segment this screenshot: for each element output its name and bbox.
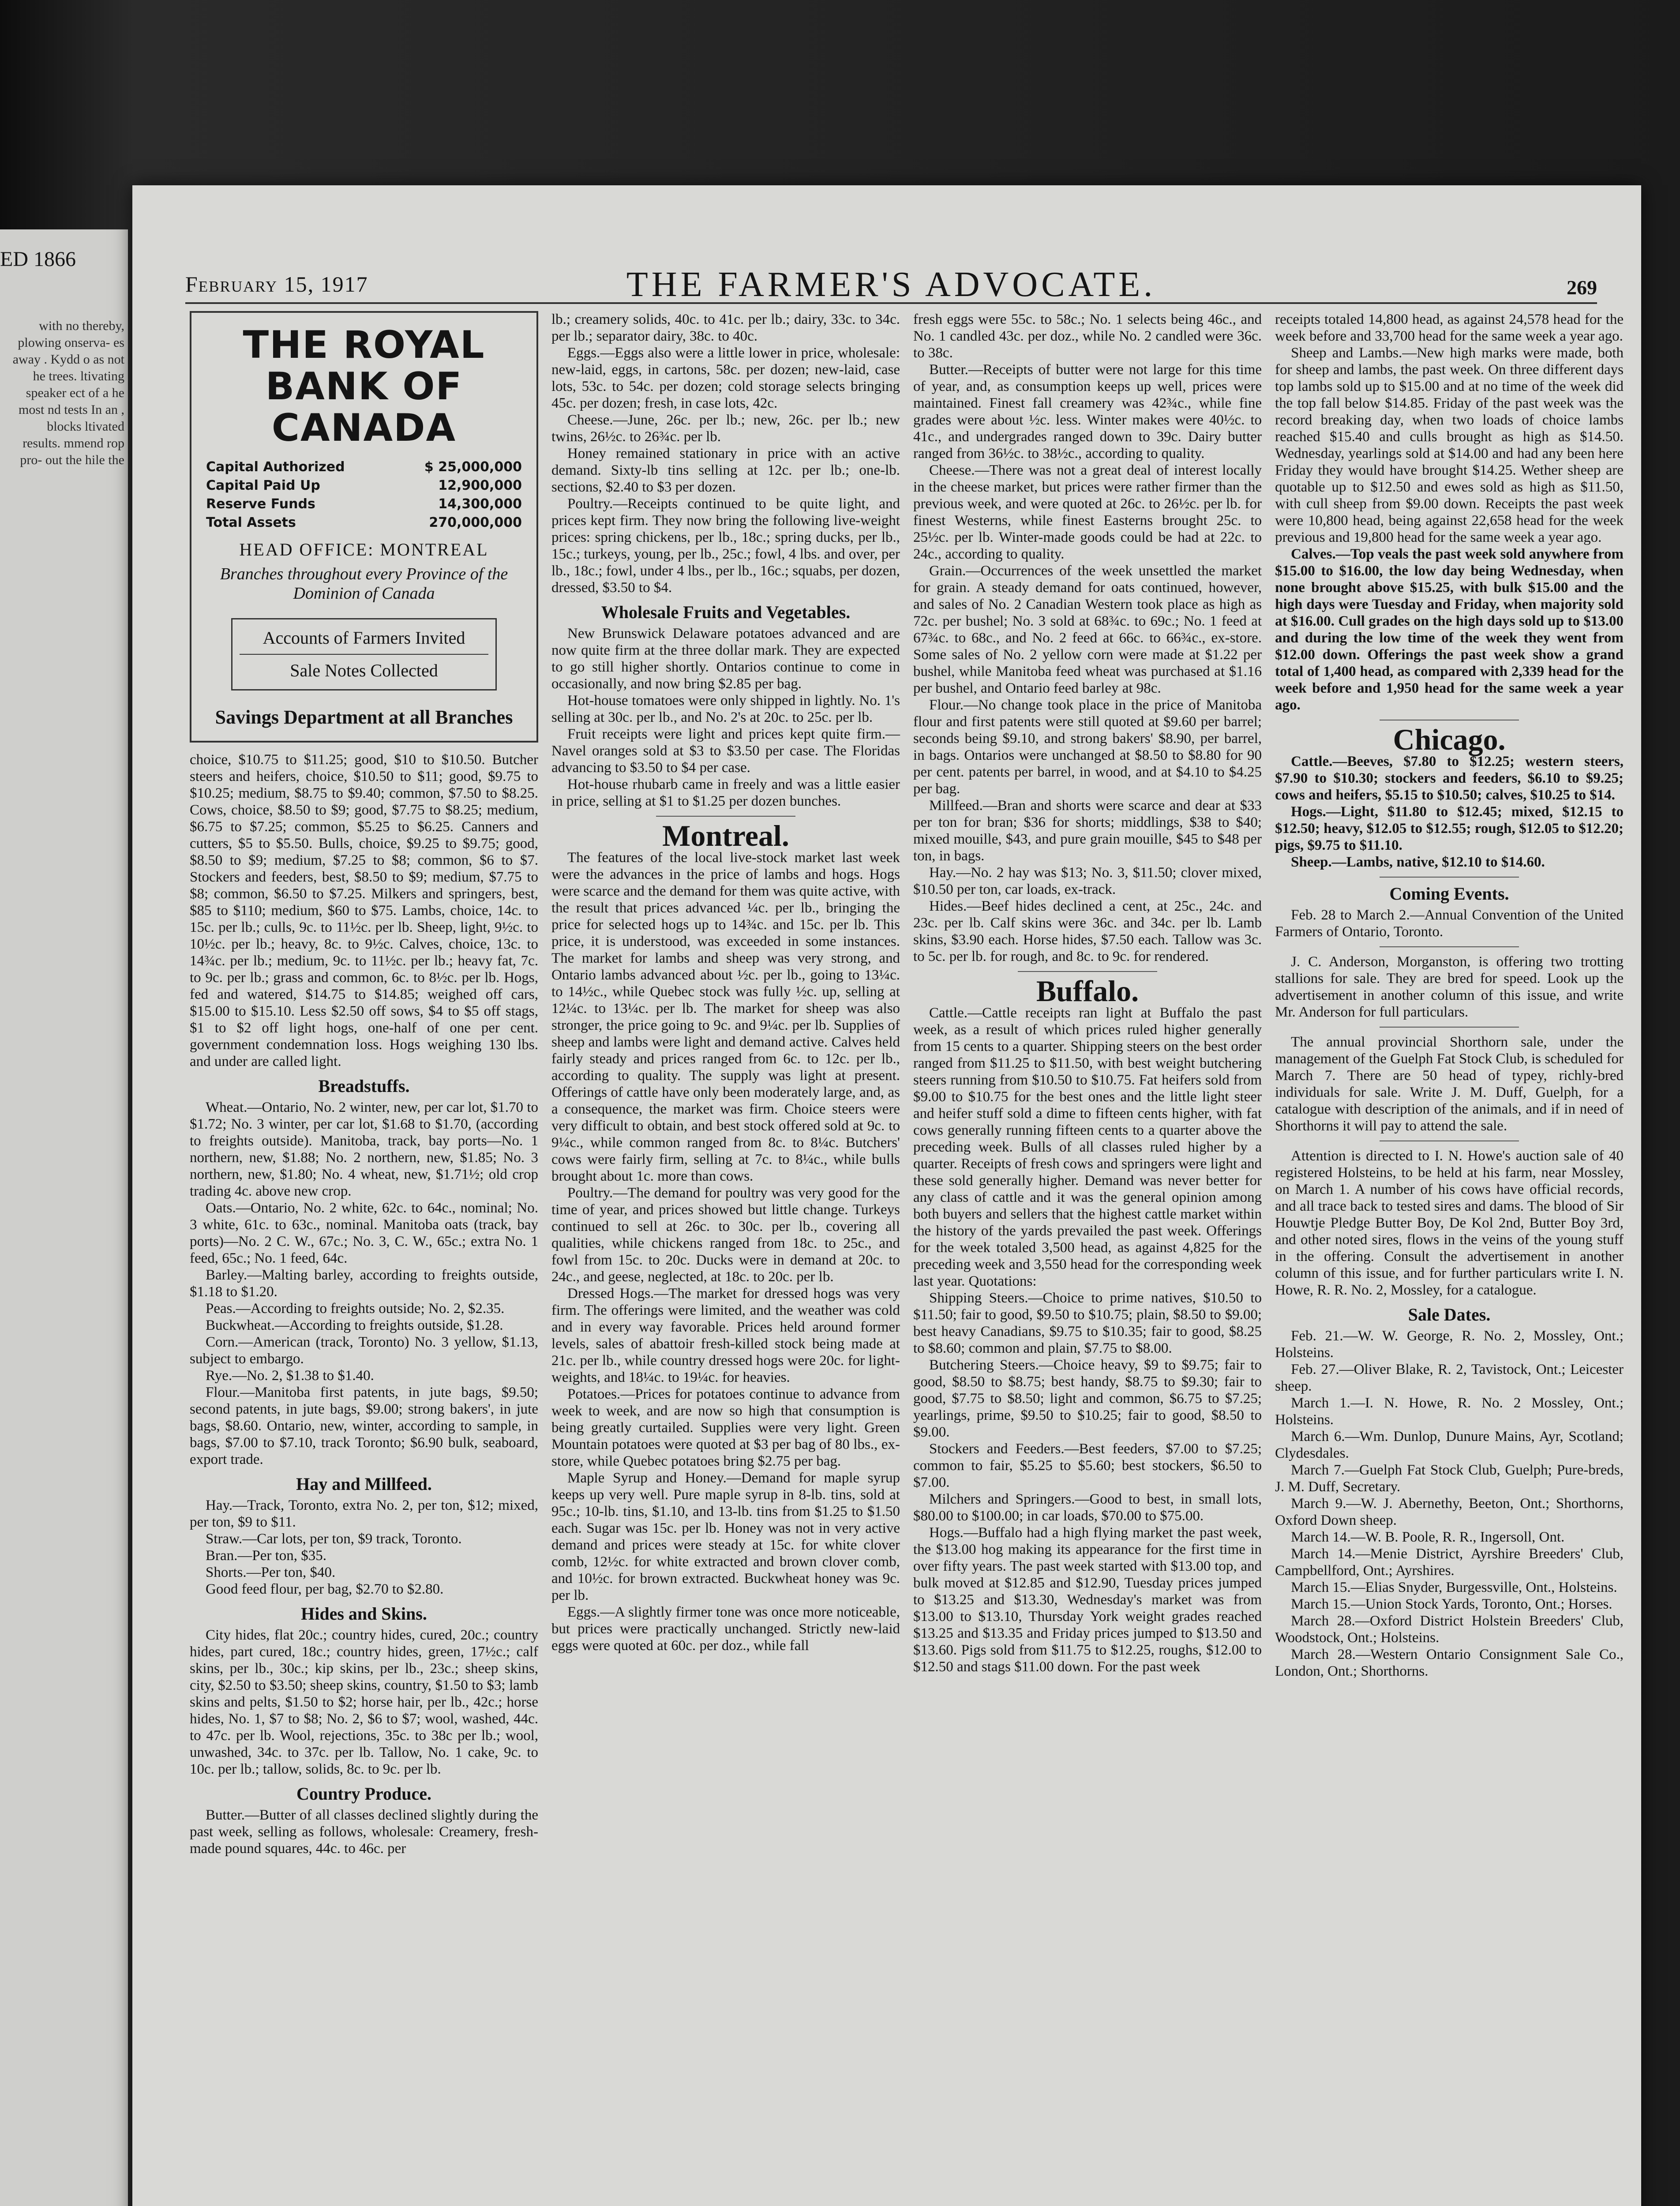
list-item: Feb. 21.—W. W. George, R. No. 2, Mossley, Ont.; Holsteins. bbox=[1275, 1328, 1624, 1361]
paragraph: Cattle.—Cattle receipts ran light at Buffalo the past week, as a result of which prices ruled higher generally from 15 cents to a quarter. Shipping steers on the best order ranged from $11.25 to $11.50, with best weight butchering steers running from $10.50 to $10.75. Fat heifers sold from $9.00 to $10.75 for the best ones and the little light steer and heifer stuff sold a dime to fifteen cents higher, with fat cows generally running fifteen cents to a quarter above the preceding week. Bulls of all classes ruled higher by a quarter. Receipts of fresh cows and springers were light and these sold generally higher. Demand was never better for any class of cattle and it was the general opinion among both buyers and sellers that the highest cattle market within the history of the yards prevailed the past week. Offerings for the week totaled 3,500 head, as against 4,825 for the preceding week and 3,550 head for the corresponding week last year. Quotations: bbox=[913, 1005, 1262, 1289]
list-item: March 28.—Oxford District Holstein Breeders' Club, Woodstock, Ont.; Holsteins. bbox=[1275, 1613, 1624, 1646]
head-office: HEAD OFFICE: MONTREAL bbox=[239, 540, 489, 559]
column-1 bbox=[190, 311, 538, 1857]
row-value: $ 25,000,000 bbox=[424, 459, 522, 475]
paragraph: Hogs.—Light, $11.80 to $12.45; mixed, $12.15 to $12.50; heavy, $12.05 to $12.55; rough, $12.05 to $12.20; pigs, $9.75 to $11.10. bbox=[1275, 804, 1624, 853]
paragraph: Hay.—No. 2 hay was $13; No. 3, $11.50; clover mixed, $10.50 per ton, car loads, ex-track. bbox=[913, 865, 1262, 897]
section-heading: Wholesale Fruits and Vegetables. bbox=[601, 602, 851, 622]
divider bbox=[1380, 1027, 1519, 1028]
paragraph: Millfeed.—Bran and shorts were scarce and dear at $33 per ton for bran; $36 for shorts; middlings, $38 to $40; mixed mouille, $43, and pure grain mouille, $45 to $48 per ton, in bags. bbox=[913, 798, 1262, 864]
paragraph: Hot-house rhubarb came in freely and was a little easier in price, selling at $1 to $1.25 per dozen bunches. bbox=[551, 777, 900, 809]
paragraph: Flour.—No change took place in the price of Manitoba flour and first patents were still quoted at $9.60 per barrel; seconds being $9.10, and strong bakers' $8.90, per barrel, in bags. Ontarios were unchanged at $8.50 to $8.80 for 90 per cent. patents per barrel, in wood, and at $4.10 to $4.25 per bag. bbox=[913, 697, 1262, 797]
paragraph: Butchering Steers.—Choice heavy, $9 to $9.75; fair to good, $8.50 to $8.75; best handy, $8.75 to $9.30; fair to good, $7.75 to $8.50; light and common, $6.75 to $7.25; yearlings, prime, $9.50 to $10.25; fair to good, $8.50 to $9.00. bbox=[913, 1357, 1262, 1440]
column-4 bbox=[1275, 311, 1624, 1680]
paragraph: Wheat.—Ontario, No. 2 winter, new, per car lot, $1.70 to $1.72; No. 3 winter, per car lot, $1.68 to $1.70, (according to freights outside). Manitoba, track, bay ports—No. 1 northern, new, $1.88; No. 2 northern, new, $1.85; No. 3 northern, new, $1.80; No. 4 wheat, new, $1.71½; old crop trading 4c. above new crop. bbox=[190, 1099, 538, 1199]
list-item: March 6.—Wm. Dunlop, Dunure Mains, Ayr, Scotland; Clydesdales. bbox=[1275, 1429, 1624, 1461]
row-label: Capital Authorized bbox=[206, 459, 345, 475]
bank-name: THE ROYAL BANK OF CANADA bbox=[243, 323, 485, 450]
paragraph: Fruit receipts were light and prices kept quite firm.—Navel oranges sold at $3 to $3.50 per case. The Floridas advancing to $3.50 to $4 per case. bbox=[551, 726, 900, 776]
branches-note: Branches throughout every Province of the Dominion of Canada bbox=[220, 565, 508, 603]
paragraph: Butter.—Butter of all classes declined slightly during the past week, selling as follows, wholesale: Creamery, fresh-made pound squares, 44c. to 46c. per bbox=[190, 1807, 538, 1857]
list-item: March 7.—Guelph Fat Stock Club, Guelph; Pure-breds, J. M. Duff, Secretary. bbox=[1275, 1462, 1624, 1495]
section-heading: Montreal. bbox=[662, 819, 789, 852]
paragraph: Poultry.—The demand for poultry was very good for the time of year, and prices showed but little change. Turkeys continued to sell at 26c. to 30c. per lb., covering all qualities, while chickens ranged from 18c. to 25c., and fowl from 15c. to 20c. Ducks were in demand at 20c. to 24c., and geese, neglected, at 18c. to 20c. per lb. bbox=[551, 1185, 900, 1285]
paragraph: Oats.—Ontario, No. 2 white, 62c. to 64c., nominal; No. 3 white, 61c. to 63c., nominal. Manitoba oats (track, bay ports)—No. 2 C. W., 67c.; No. 3, C. W., 65c.; extra No. 1 feed, 65c.; No. 1 feed, 64c. bbox=[190, 1200, 538, 1266]
paragraph: Buckwheat.—According to freights outside, $1.28. bbox=[206, 1317, 503, 1333]
paragraph: Hot-house tomatoes were only shipped in lightly. No. 1's selling at 30c. per lb., and No. 2's at 20c. to 25c. per lb. bbox=[551, 693, 900, 725]
table-row bbox=[206, 495, 522, 513]
paragraph: Hay.—Track, Toronto, extra No. 2, per ton, $12; mixed, per ton, $9 to $11. bbox=[190, 1497, 538, 1530]
paragraph: receipts totaled 14,800 head, as against 24,578 head for the week before and 33,700 head for the same week a year ago. bbox=[1275, 311, 1624, 344]
paragraph: Hogs.—Buffalo had a high flying market the past week, the $13.00 hog making its appearance for the first time in over fifty years. The past week started with $13.00 top, and bulk moved at $12.85 and $12.90, Tuesday prices jumped to $13.25 and $13.30, Wednesday's market was from $13.00 to $13.10, Thursday York weight grades reached $13.25 and $13.35 and Friday prices jumped to $13.50 and $13.60. Pigs sold from $11.75 to $12.25, roughs, $12.00 to $12.50 and stags $11.00 down. For the past week bbox=[913, 1525, 1262, 1675]
list-item: March 1.—I. N. Howe, R. No. 2 Mossley, Ont.; Holsteins. bbox=[1275, 1395, 1624, 1428]
list-item: March 15.—Elias Snyder, Burgessville, Ont., Holsteins. bbox=[1291, 1579, 1617, 1595]
paragraph: The features of the local live-stock market last week were the advances in the price of lambs and hogs. Hogs were scarce and the demand for them was quite active, with the result that prices advanced ¼c. per lb., bringing the price for selected hogs up to 14¾c. and 15c. per lb. This price, it is understood, was exceeded in some instances. The market for lambs and sheep was very strong, and Ontario lambs advanced about ½c. per lb., going to 13¼c. to 14½c., while Quebec stock was fully ½c. up, selling at 12¼c. to 13¼c. per lb. The market for sheep was also stronger, the price going to 9c. and 9¼c. per lb. Supplies of sheep and lambs were light and demand active. Calves held fairly steady and prices ranged from 6c. to 12c. per lb., according to quality. The supply was light at present. Offerings of cattle have only been moderately large, and, as a consequence, the market was firm. Choice steers were very difficult to obtain, and best stock offered sold at 9c. to 9¼c., while common ranged from 8c. to 8¼c. Butchers' cows were fairly firm, selling at 7c. to 8¼c., while bulls brought about 1c. more than cows. bbox=[551, 850, 900, 1184]
table-row bbox=[206, 477, 522, 495]
paragraph: Cheese.—June, 26c. per lb.; new, 26c. per lb.; new twins, 26½c. to 26¾c. per lb. bbox=[551, 412, 900, 445]
table-row bbox=[206, 458, 522, 476]
divider bbox=[656, 816, 795, 817]
paragraph: Grain.—Occurrences of the week unsettled the market for grain. A steady demand for oats continued, however, and sales of No. 2 Canadian Western took place as high as 72c. per bushel; No. 3 sold at 68¾c. to 69c.; No. 1 feed at 67¾c. to 68c., and No. 2 feed at 66c. to 66¾c., ex-store. Some sales of No. 2 yellow corn were made at $1.22 per bushel, while Manitoba feed wheat was purchased at $1.16 per bushel, and Ontario feed barley at 98c. bbox=[913, 563, 1262, 696]
list-item: Feb. 27.—Oliver Blake, R. 2, Tavistock, Ont.; Leicester sheep. bbox=[1275, 1362, 1624, 1394]
paragraph: Butter.—Receipts of butter were not large for this time of year, and, as consumption keeps up well, prices were maintained. Finest fall creamery was 42¾c., while fine grades were about ½c. less. Winter makes were 40½c. to 41c., and undergrades ranged down to 39c. Dairy butter ranged from 36½c. to 38½c., according to quality. bbox=[913, 362, 1262, 461]
section-heading: Chicago. bbox=[1393, 723, 1506, 756]
newspaper-page bbox=[132, 185, 1641, 2206]
section-heading: Hay and Millfeed. bbox=[296, 1474, 432, 1494]
paragraph: choice, $10.75 to $11.25; good, $10 to $10.50. Butcher steers and heifers, choice, $10.50 to $11; good, $9.75 to $10.25; medium, $8.75 to $9.40; common, $7.50 to $8.25. Cows, choice, $8.50 to $9; good, $7.75 to $8.25; medium, $6.75 to $7.25; common, $5.25 to $6.25. Canners and cutters, $5 to $5.50. Bulls, choice, $9.25 to $9.75; good, $8.50 to $9; medium, $7.25 to $8; common, $6 to $7. Stockers and feeders, best, $8.50 to $9; medium, $7.75 to $8; common, $6.50 to $7.25. Milkers and springers, best, $85 to $110; medium, $60 to $75. Lambs, choice, 14c. to 15c. per lb.; culls, 9c. to 11½c. per lb. Sheep, light, 9½c. to 10½c. per lb.; heavy, 8c. to 9½c. Calves, choice, 13c. to 14¾c. per lb.; medium, 9c. to 11½c. per lb.; heavy fat, 7c. to 9c. per lb.; grass and common, 6c. to 8½c. per lb. Hogs, fed and watered, $14.75 to $14.85; weighed off cars, $15.00 to $15.10. Less $2.50 off sows, $4 to $5 off stags, $1 to $2 off light hogs, one-half of one per cent. government condemnation loss. Hogs weighing 130 lbs. and under are called light. bbox=[190, 752, 538, 1069]
row-label: Capital Paid Up bbox=[206, 478, 320, 493]
paragraph: Sheep and Lambs.—New high marks were made, both for sheep and lambs, the past week. On three different days top lambs sold up to $15.00 and at no time of the week did the top fall below $14.85. Friday of the past week was the record breaking day, when two loads of choice lambs reached $15.40 and culls brought as high as $14.50. Wednesday, yearlings sold at $14.00 and had any been here Friday they would have brought $14.25. Wether sheep are quotable up to $12.50 and ewes sold as high as $11.50, with cull sheep from $9.00 down. Receipts the past week were 10,800 head, being against 22,658 head for the week previous and 19,800 head for the same week a year ago. bbox=[1275, 345, 1624, 545]
table-row bbox=[206, 514, 522, 532]
paragraph: Straw.—Car lots, per ton, $9 track, Toronto. bbox=[206, 1531, 462, 1547]
paragraph: J. C. Anderson, Morganston, is offering two trotting stallions for sale. They are bred for speed. Look up the advertisement in another column of this issue, and write Mr. Anderson for full particulars. bbox=[1275, 954, 1624, 1020]
paragraph: Eggs.—A slightly firmer tone was once more noticeable, but prices were practically unchanged. Strictly new-laid eggs were quoted at 60c. per doz., while fall bbox=[551, 1604, 900, 1654]
paragraph: Bran.—Per ton, $35. bbox=[206, 1548, 327, 1564]
page-header bbox=[185, 263, 1597, 304]
column-2 bbox=[551, 311, 900, 1654]
services-box bbox=[231, 618, 497, 690]
section-heading: Coming Events. bbox=[1389, 884, 1509, 904]
paragraph: Eggs.—Eggs also were a little lower in price, wholesale: new-laid, eggs, in cartons, 58c. per dozen; new-laid, case lots, 53c. to 54c. per dozen; cold storage selects bringing 45c. per dozen; fresh, in case lots, 42c. bbox=[551, 345, 900, 411]
paragraph: Potatoes.—Prices for potatoes continue to advance from week to week, and are now so high that consumption is being greatly curtailed. Supplies were very light. Green Mountain potatoes were quoted at $3 per bag of 80 lbs., ex-store, while Quebec potatoes bring $2.75 per bag. bbox=[551, 1386, 900, 1469]
list-item: March 9.—W. J. Abernethy, Beeton, Ont.; Shorthorns, Oxford Down sheep. bbox=[1275, 1496, 1624, 1528]
paragraph: Milchers and Springers.—Good to best, in small lots, $80.00 to $100.00; in car loads, $70.00 to $75.00. bbox=[913, 1491, 1262, 1524]
paragraph: lb.; creamery solids, 40c. to 41c. per lb.; dairy, 33c. to 34c. per lb.; separator dairy, 38c. to 40c. bbox=[551, 311, 900, 344]
row-label: Total Assets bbox=[206, 515, 296, 530]
paragraph: Shipping Steers.—Choice to prime natives, $10.50 to $11.50; fair to good, $9.50 to $10.75; plain, $8.50 to $9.00; best heavy Canadians, $9.75 to $10.35; fair to good, $8.25 to $8.60; common and plain, $7.75 to $8.00. bbox=[913, 1290, 1262, 1356]
paragraph: Calves.—Top veals the past week sold anywhere from $15.00 to $16.00, the low day being Wednesday, when none brought above $15.25, with bulk $15.00 and the high days were Tuesday and Friday, when majority sold at $16.00. Cull grades on the high days sold up to $13.00 and during the low time of the week they went from $12.00 down. Offerings the past week show a grand total of 1,400 head, as compared with 2,339 head for the week before and 1,950 head for the same week a year ago. bbox=[1275, 546, 1624, 713]
paragraph: New Brunswick Delaware potatoes advanced and are now quite firm at the three dollar mark. They are expected to go still higher shortly. Ontarios continue to come in occasionally, and now bring $2.85 per bag. bbox=[551, 626, 900, 692]
paragraph: Flour.—Manitoba first patents, in jute bags, $9.50; second patents, in jute bags, $9.00; strong bakers', in jute bags, $8.60. Ontario, new, winter, according to sample, in bags, $7.00 to $7.10, track Toronto; $6.90 bulk, seaboard, export trade. bbox=[190, 1384, 538, 1467]
row-label: Reserve Funds bbox=[206, 496, 315, 512]
paragraph: Feb. 28 to March 2.—Annual Convention of the United Farmers of Ontario, Toronto. bbox=[1275, 907, 1624, 940]
paragraph: Peas.—According to freights outside; No. 2, $2.35. bbox=[206, 1301, 505, 1317]
masthead-title: THE FARMER'S ADVOCATE. bbox=[626, 265, 1156, 304]
paragraph: Poultry.—Receipts continued to be quite light, and prices kept firm. They now bring the following live-weight prices: spring chickens, per lb., 18c.; spring ducks, per lb., 15c.; turkeys, young, per lb., 25c.; fowl, 4 lbs. and over, per lb., 18c.; fowl, under 4 lbs., per lb., 16c.; squabs, per dozen, dressed, $3.50 to $4. bbox=[551, 496, 900, 596]
section-heading: Country Produce. bbox=[296, 1784, 431, 1804]
list-item: March 15.—Union Stock Yards, Toronto, Ont.; Horses. bbox=[1291, 1596, 1612, 1612]
paragraph: Stockers and Feeders.—Best feeders, $7.00 to $7.25; common to fair, $5.25 to $5.60; best stockers, $6.50 to $7.00. bbox=[913, 1441, 1262, 1490]
section-heading: Breadstuffs. bbox=[318, 1076, 410, 1096]
paragraph: fresh eggs were 55c. to 58c.; No. 1 selects being 46c., and No. 1 candled 43c. per doz., while No. 2 candled were 36c. to 38c. bbox=[913, 311, 1262, 361]
row-value: 270,000,000 bbox=[429, 515, 522, 530]
section-heading: Hides and Skins. bbox=[301, 1604, 427, 1624]
row-value: 14,300,000 bbox=[438, 496, 522, 512]
paragraph: Maple Syrup and Honey.—Demand for maple syrup keeps up very well. Pure maple syrup in 8-lb. tins, sold at 95c.; 10-lb. tins, $1.10, and 13-lb. tins from $1.25 to $1.50 each. Sugar was 15c. per lb. Honey was not in very active demand and prices were steady at 15c. for white clover comb, 12½c. for white extracted and brown clover comb, and 10½c. for brown extracted. Buckwheat honey was 9c. per lb. bbox=[551, 1470, 900, 1603]
paragraph: Sheep.—Lambs, native, $12.10 to $14.60. bbox=[1291, 854, 1545, 870]
paragraph: City hides, flat 20c.; country hides, cured, 20c.; country hides, part cured, 18c.; country hides, green, 17½c.; calf skins, per lb., 30c.; kip skins, per lb., 23c.; sheep skins, city, $2.50 to $3.50; sheep skins, country, $1.50 to $3; lamb skins and pelts, $1.50 to $2; horse hair, per lb., 42c.; horse hides, No. 1, $7 to $8; No. 2, $6 to $7; wool, washed, 44c. to 47c. per lb. Wool, rejections, 35c. to 38c per lb.; wool, unwashed, 34c. to 37c. per lb. Tallow, No. 1 cake, 9c. to 10c. per lb.; tallow, solids, 8c. to 9c. per lb. bbox=[190, 1627, 538, 1777]
previous-page-text: with no thereby, plowing onserva- es away . Kydd o as not he trees. ltivating speaker ect of a he most nd tests In an , blocks ltivated results. mmend rop pro- out the hile the bbox=[12, 319, 124, 467]
paragraph: Honey remained stationary in price with an active demand. Sixty-lb tins selling at 12c. per lb.; one-lb. sections, $2.40 to $3 per dozen. bbox=[551, 446, 900, 495]
bank-capital-table bbox=[205, 458, 523, 533]
paragraph: Rye.—No. 2, $1.38 to $1.40. bbox=[206, 1368, 374, 1384]
paragraph: Shorts.—Per ton, $40. bbox=[206, 1564, 336, 1580]
farmers-accounts: Accounts of Farmers Invited bbox=[262, 628, 465, 648]
row-value: 12,900,000 bbox=[438, 478, 522, 493]
previous-page-strip bbox=[0, 229, 128, 2206]
paragraph: Hides.—Beef hides declined a cent, at 25c., 24c. and 23c. per lb. Calf skins were 36c. and 34c. per lb. Lamb skins, $3.90 each. Horse hides, $7.50 each. Tallow was 3c. to 5c. per lb. for rough, and 8c. to 9c. for rendered. bbox=[913, 898, 1262, 964]
paragraph: Barley.—Malting barley, according to freights outside, $1.18 to $1.20. bbox=[190, 1267, 538, 1300]
list-item: March 14.—W. B. Poole, R. R., Ingersoll, Ont. bbox=[1291, 1529, 1565, 1545]
paragraph: Good feed flour, per bag, $2.70 to $2.80. bbox=[206, 1581, 444, 1597]
page-number: 269 bbox=[1567, 276, 1597, 299]
sale-notes: Sale Notes Collected bbox=[240, 654, 488, 682]
section-heading: Buffalo. bbox=[1036, 974, 1139, 1008]
paragraph: Cheese.—There was not a great deal of interest locally in the cheese market, but prices were rather firmer than the previous week, and were quoted at 26c. to 26½c. per lb. for finest Westerns, while finest Easterns brought 25c. to 25½c. per lb. Winter-made goods could be had at 22c. to 24c., according to quality. bbox=[913, 462, 1262, 562]
paragraph: Corn.—American (track, Toronto) No. 3 yellow, $1.13, subject to embargo. bbox=[190, 1334, 538, 1367]
paragraph: Attention is directed to I. N. Howe's auction sale of 40 registered Holsteins, to be held at his farm, near Mossley, on March 1. A number of his cows have official records, and all trace back to tested sires and dams. The blood of Sir Houwtje Pledge Butter Boy, De Kol 2nd, Butter Boy 3rd, and other noted sires, flows in the veins of the young stuff in the offering. Consult the advertisement in another column of this issue, and for further particulars write I. N. Howe, R. R. No. 2, Mossley, for a catalogue. bbox=[1275, 1148, 1624, 1298]
paragraph: The annual provincial Shorthorn sale, under the management of the Guelph Fat Stock Club, is scheduled for March 7. There are 50 head of typey, richly-bred individuals for sale. Write J. M. Duff, Guelph, for a catalogue with description of the animals, and if in need of Shorthorns it will pay to attend the sale. bbox=[1275, 1034, 1624, 1134]
section-heading: Sale Dates. bbox=[1408, 1305, 1491, 1324]
savings-department: Savings Department at all Branches bbox=[215, 706, 513, 728]
royal-bank-advertisement bbox=[190, 311, 538, 743]
column-3 bbox=[913, 311, 1262, 1675]
issue-date: February 15, 1917 bbox=[185, 272, 368, 296]
paragraph: Cattle.—Beeves, $7.80 to $12.25; western steers, $7.90 to $10.30; stockers and feeders, $6.10 to $9.25; cows and heifers, $5.15 to $10.50; calves, $10.25 to $14. bbox=[1275, 754, 1624, 803]
previous-page-folio: ED 1866 bbox=[0, 248, 76, 271]
divider bbox=[1018, 971, 1157, 972]
divider bbox=[1380, 946, 1519, 947]
list-item: March 28.—Western Ontario Consignment Sale Co., London, Ont.; Shorthorns. bbox=[1275, 1647, 1624, 1679]
list-item: March 14.—Menie District, Ayrshire Breeders' Club, Campbellford, Ont.; Ayrshires. bbox=[1275, 1546, 1624, 1579]
divider bbox=[1380, 877, 1519, 878]
paragraph: Dressed Hogs.—The market for dressed hogs was very firm. The offerings were limited, and the weather was cold and in every way favorable. Prices held around former levels, sales of abattoir fresh-killed stock being made at 21c. per lb., while country dressed hogs were 20c. for light-weights, and 18¼c. to 19¼c. for heavies. bbox=[551, 1286, 900, 1385]
